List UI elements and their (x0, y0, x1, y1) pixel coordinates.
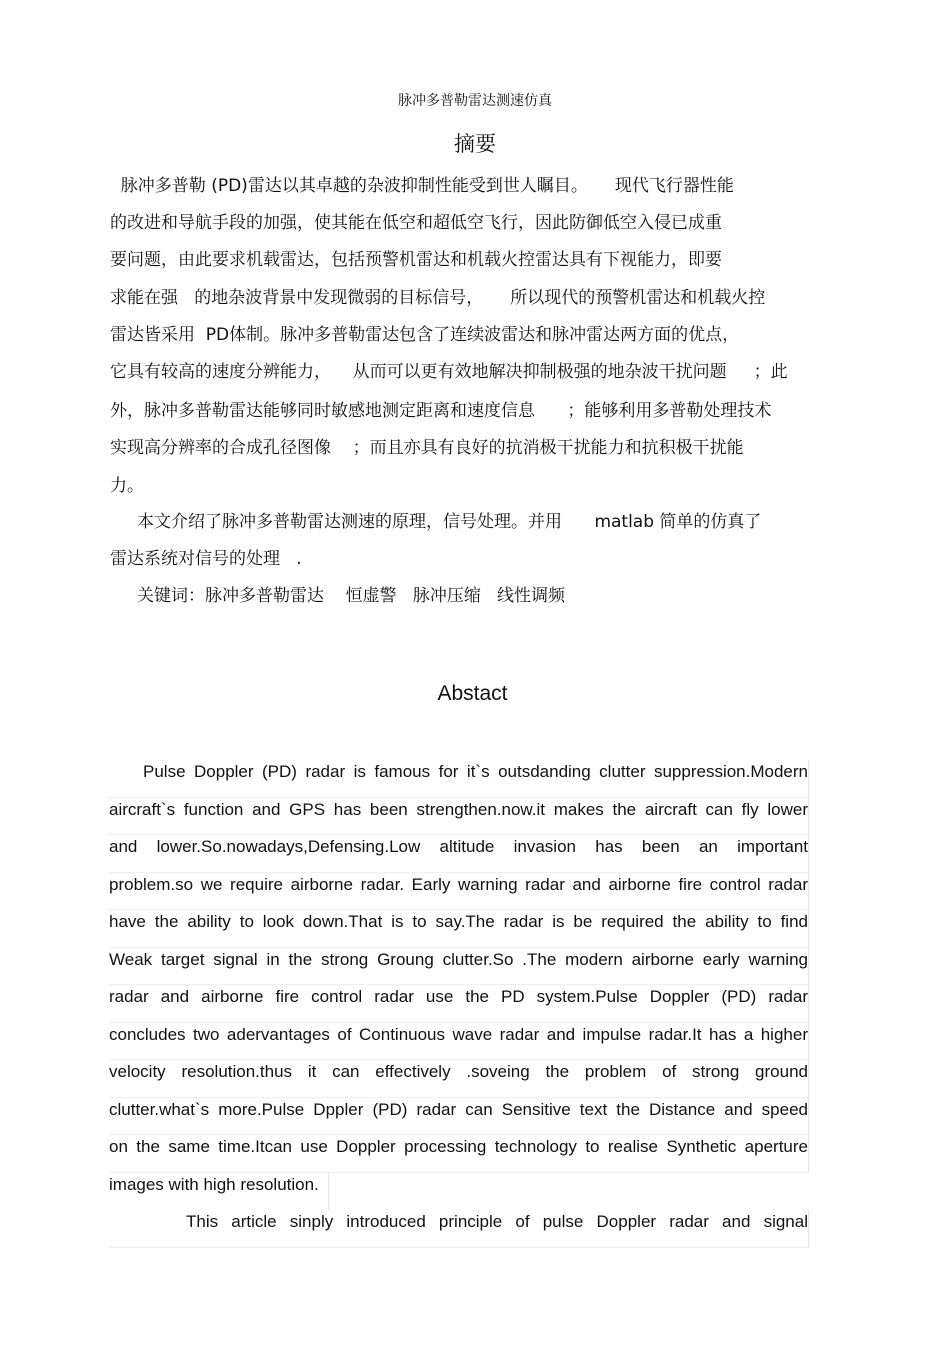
keywords-line: 关键词：脉冲多普勒雷达 恒虚警 脉冲压缩 线性调频 (110, 586, 566, 606)
abstract-en-line: Weak target signal in the strong Groung clutter.So .The modern airborne early warning (109, 948, 809, 986)
abstract-en-line: clutter.what`s more.Pulse Dppler (PD) radar can Sensitive text the Distance and speed (109, 1098, 809, 1136)
abstract-zh-line: 实现高分辨率的合成孔径图像 ；而且亦具有良好的抗消极干扰能力和抗积极干扰能 (110, 438, 744, 458)
abstract-en-line: problem.so we require airborne radar. Early warning radar and airborne fire control radar (109, 873, 809, 911)
abstract-zh-title: 摘要 (454, 132, 496, 156)
abstract-en-line: have the ability to look down.That is to say.The radar is be required the ability to find (109, 910, 809, 948)
abstract-en-line: images with high resolution. (109, 1173, 329, 1211)
abstract-zh-line: 雷达系统对信号的处理 . (110, 549, 302, 569)
running-header: 脉冲多普勒雷达测速仿真 (398, 93, 552, 109)
abstract-en-body (109, 760, 809, 1248)
abstract-zh-line: 要问题，由此要求机载雷达，包括预警机雷达和机载火控雷达具有下视能力，即要 (110, 250, 722, 270)
abstract-zh-line: 外，脉冲多普勒雷达能够同时敏感地测定距离和速度信息 ；能够利用多普勒处理技术 (110, 401, 772, 421)
abstract-en-line: This article sinply introduced principle of pulse Doppler radar and signal (109, 1210, 809, 1248)
abstract-en-line: radar and airborne fire control radar use the PD system.Pulse Doppler (PD) radar (109, 985, 809, 1023)
abstract-en-title: Abstact (437, 682, 508, 705)
abstract-en-line: concludes two adervantages of Continuous wave radar and impulse radar.It has a higher (109, 1023, 809, 1061)
abstract-en-line: aircraft`s function and GPS has been strengthen.now.it makes the aircraft can fly lower (109, 798, 809, 836)
abstract-en-line: and lower.So.nowadays,Defensing.Low altitude invasion has been an important (109, 835, 809, 873)
abstract-en-line: velocity resolution.thus it can effectively .soveing the problem of strong ground (109, 1060, 809, 1098)
abstract-en-line: Pulse Doppler (PD) radar is famous for it`s outsdanding clutter suppression.Modern (109, 760, 809, 798)
abstract-zh-line: 本文介绍了脉冲多普勒雷达测速的原理，信号处理。并用 matlab 简单的仿真了 (110, 512, 762, 532)
abstract-zh-line: 它具有较高的速度分辨能力， 从而可以更有效地解决抑制极强的地杂波干扰问题 ；此 (110, 362, 788, 382)
abstract-en-line: on the same time.Itcan use Doppler processing technology to realise Synthetic aperture (109, 1135, 809, 1173)
abstract-zh-line: 力。 (110, 476, 144, 496)
abstract-zh-line: 求能在强 的地杂波背景中发现微弱的目标信号， 所以现代的预警机雷达和机载火控 (110, 288, 766, 308)
abstract-zh-line: 雷达皆采用 PD体制。脉冲多普勒雷达包含了连续波雷达和脉冲雷达两方面的优点， (110, 325, 740, 345)
abstract-zh-line: 脉冲多普勒 (PD)雷达以其卓越的杂波抑制性能受到世人瞩目。 现代飞行器性能 (110, 176, 734, 196)
abstract-zh-line: 的改进和导航手段的加强，使其能在低空和超低空飞行，因此防御低空入侵已成重 (110, 213, 722, 233)
